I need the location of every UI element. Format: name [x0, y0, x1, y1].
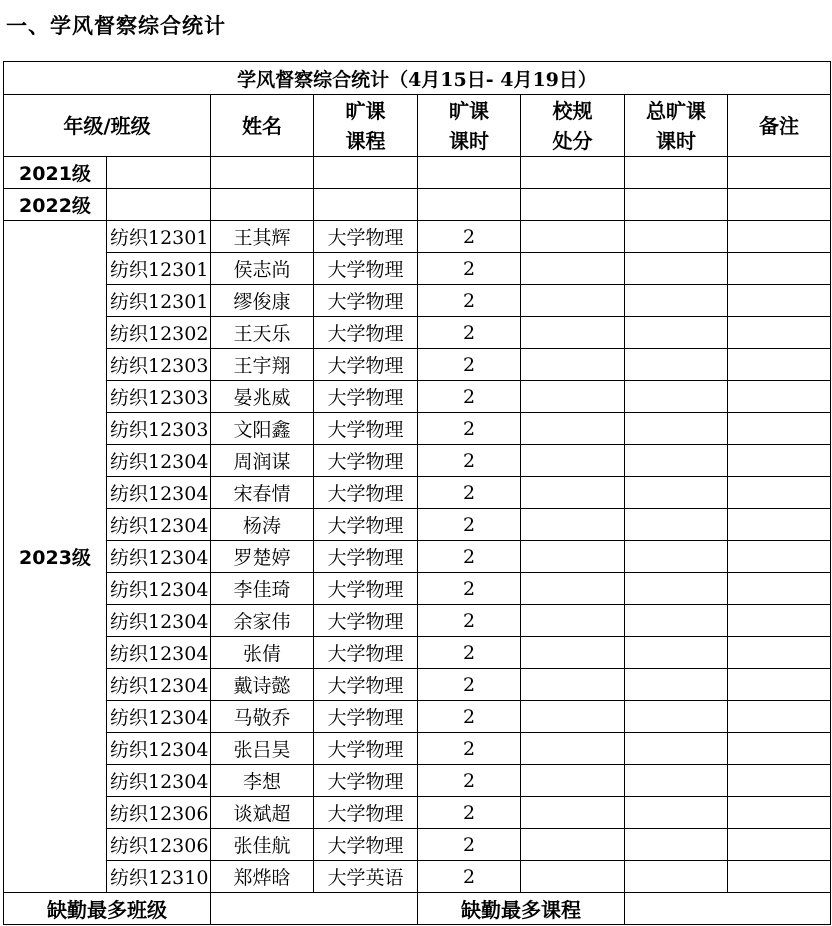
name-cell: 罗楚婷: [211, 541, 314, 573]
total-hours-cell: [625, 445, 728, 477]
punishment-cell: [521, 253, 625, 285]
total-hours-cell: [625, 829, 728, 861]
total-hours-cell: [625, 701, 728, 733]
punishment-cell: [521, 509, 625, 541]
remarks-cell: [728, 637, 831, 669]
punishment-cell: [521, 221, 625, 253]
class-cell: 纺织12304: [107, 733, 211, 765]
class-cell: 纺织12303: [107, 413, 211, 445]
course-cell: 大学物理: [314, 349, 418, 381]
punishment-cell: [521, 573, 625, 605]
punishment-cell: [521, 829, 625, 861]
punishment-cell: [521, 861, 625, 893]
remarks-cell: [728, 477, 831, 509]
name-cell: 缪俊康: [211, 285, 314, 317]
hours-cell: 2: [418, 477, 521, 509]
hours-cell: 2: [418, 733, 521, 765]
hours-cell: 2: [418, 381, 521, 413]
header-school-punishment: 校规 处分: [521, 95, 625, 157]
total-hours-cell: [625, 797, 728, 829]
hours-cell: 2: [418, 701, 521, 733]
empty-cell: [625, 157, 728, 189]
hours-cell: 2: [418, 861, 521, 893]
total-hours-cell: [625, 605, 728, 637]
course-cell: 大学物理: [314, 797, 418, 829]
hours-cell: 2: [418, 765, 521, 797]
course-cell: 大学物理: [314, 637, 418, 669]
hours-cell: 2: [418, 605, 521, 637]
empty-cell: [521, 189, 625, 221]
name-cell: 张吕昊: [211, 733, 314, 765]
class-cell: 纺织12301: [107, 221, 211, 253]
course-cell: 大学物理: [314, 573, 418, 605]
name-cell: 杨涛: [211, 509, 314, 541]
course-cell: 大学英语: [314, 861, 418, 893]
course-cell: 大学物理: [314, 317, 418, 349]
empty-cell: [418, 157, 521, 189]
total-hours-cell: [625, 861, 728, 893]
name-cell: 周润谋: [211, 445, 314, 477]
grade-row-2022: [4, 189, 831, 221]
name-cell: 王天乐: [211, 317, 314, 349]
table-row: [4, 573, 831, 605]
course-cell: 大学物理: [314, 285, 418, 317]
most-absent-class-label: 缺勤最多班级: [4, 893, 211, 925]
punishment-cell: [521, 701, 625, 733]
punishment-cell: [521, 477, 625, 509]
empty-cell: [314, 157, 418, 189]
table-row: [4, 445, 831, 477]
header-absent-course: 旷课 课程: [314, 95, 418, 157]
total-hours-cell: [625, 669, 728, 701]
name-cell: 李佳琦: [211, 573, 314, 605]
course-cell: 大学物理: [314, 221, 418, 253]
punishment-cell: [521, 349, 625, 381]
class-cell: 纺织12304: [107, 541, 211, 573]
punishment-cell: [521, 797, 625, 829]
course-cell: 大学物理: [314, 605, 418, 637]
hours-cell: 2: [418, 413, 521, 445]
name-cell: 宋春情: [211, 477, 314, 509]
grade-row-2021: [4, 157, 831, 189]
class-cell: 纺织12304: [107, 701, 211, 733]
remarks-cell: [728, 733, 831, 765]
class-cell: 纺织12306: [107, 829, 211, 861]
punishment-cell: [521, 541, 625, 573]
course-cell: 大学物理: [314, 253, 418, 285]
header-name: 姓名: [211, 95, 314, 157]
empty-cell: [211, 157, 314, 189]
header-remarks: 备注: [728, 95, 831, 157]
class-cell: 纺织12303: [107, 381, 211, 413]
class-cell: 纺织12303: [107, 349, 211, 381]
table-row: [4, 221, 831, 253]
remarks-cell: [728, 765, 831, 797]
remarks-cell: [728, 573, 831, 605]
total-hours-cell: [625, 349, 728, 381]
hours-cell: 2: [418, 797, 521, 829]
table-row: [4, 637, 831, 669]
punishment-cell: [521, 733, 625, 765]
table-row: [4, 381, 831, 413]
name-cell: 王其辉: [211, 221, 314, 253]
name-cell: 马敬乔: [211, 701, 314, 733]
remarks-cell: [728, 381, 831, 413]
empty-cell: [211, 189, 314, 221]
table-row: [4, 733, 831, 765]
grade-label: 2021级: [4, 157, 107, 189]
name-cell: 文阳鑫: [211, 413, 314, 445]
punishment-cell: [521, 285, 625, 317]
remarks-cell: [728, 285, 831, 317]
hours-cell: 2: [418, 829, 521, 861]
class-cell: 纺织12304: [107, 669, 211, 701]
remarks-cell: [728, 413, 831, 445]
punishment-cell: [521, 765, 625, 797]
remarks-cell: [728, 669, 831, 701]
table-row: [4, 701, 831, 733]
remarks-cell: [728, 349, 831, 381]
hours-cell: 2: [418, 637, 521, 669]
total-hours-cell: [625, 573, 728, 605]
course-cell: 大学物理: [314, 701, 418, 733]
name-cell: 谈斌超: [211, 797, 314, 829]
table-row: [4, 413, 831, 445]
name-cell: 李想: [211, 765, 314, 797]
class-cell: 纺织12310: [107, 861, 211, 893]
remarks-cell: [728, 605, 831, 637]
name-cell: 晏兆威: [211, 381, 314, 413]
table-row: [4, 861, 831, 893]
total-hours-cell: [625, 317, 728, 349]
hours-cell: 2: [418, 669, 521, 701]
hours-cell: 2: [418, 221, 521, 253]
remarks-cell: [728, 221, 831, 253]
hours-cell: 2: [418, 573, 521, 605]
empty-cell: [418, 189, 521, 221]
most-absent-class-value: [211, 893, 418, 925]
empty-cell: [625, 189, 728, 221]
course-cell: 大学物理: [314, 413, 418, 445]
total-hours-cell: [625, 509, 728, 541]
class-cell: 纺织12304: [107, 605, 211, 637]
table-row: [4, 605, 831, 637]
course-cell: 大学物理: [314, 477, 418, 509]
header-grade-class: 年级/班级: [4, 95, 211, 157]
most-absent-course-label: 缺勤最多课程: [418, 893, 625, 925]
table-row: [4, 509, 831, 541]
name-cell: 戴诗懿: [211, 669, 314, 701]
total-hours-cell: [625, 541, 728, 573]
table-row: [4, 669, 831, 701]
total-hours-cell: [625, 285, 728, 317]
punishment-cell: [521, 605, 625, 637]
header-total-absent-hours: 总旷课 课时: [625, 95, 728, 157]
total-hours-cell: [625, 221, 728, 253]
table-row: [4, 317, 831, 349]
name-cell: 郑烨晗: [211, 861, 314, 893]
grade-label-2023: 2023级: [4, 221, 107, 893]
course-cell: 大学物理: [314, 509, 418, 541]
course-cell: 大学物理: [314, 765, 418, 797]
punishment-cell: [521, 413, 625, 445]
remarks-cell: [728, 701, 831, 733]
remarks-cell: [728, 317, 831, 349]
remarks-cell: [728, 829, 831, 861]
total-hours-cell: [625, 253, 728, 285]
remarks-cell: [728, 861, 831, 893]
empty-cell: [728, 157, 831, 189]
table-row: [4, 285, 831, 317]
empty-cell: [314, 189, 418, 221]
remarks-cell: [728, 445, 831, 477]
class-cell: 纺织12304: [107, 765, 211, 797]
class-cell: 纺织12304: [107, 637, 211, 669]
table-row: [4, 253, 831, 285]
remarks-cell: [728, 253, 831, 285]
punishment-cell: [521, 669, 625, 701]
name-cell: 张倩: [211, 637, 314, 669]
grade-label: 2022级: [4, 189, 107, 221]
hours-cell: 2: [418, 509, 521, 541]
section-heading: 一、学风督察综合统计: [6, 14, 226, 38]
name-cell: 王宇翔: [211, 349, 314, 381]
course-cell: 大学物理: [314, 733, 418, 765]
total-hours-cell: [625, 477, 728, 509]
class-cell: 纺织12304: [107, 477, 211, 509]
total-hours-cell: [625, 765, 728, 797]
hours-cell: 2: [418, 317, 521, 349]
name-cell: 余家伟: [211, 605, 314, 637]
hours-cell: 2: [418, 445, 521, 477]
hours-cell: 2: [418, 285, 521, 317]
total-hours-cell: [625, 381, 728, 413]
most-absent-course-value: [625, 893, 831, 925]
course-cell: 大学物理: [314, 669, 418, 701]
class-cell: 纺织12301: [107, 253, 211, 285]
empty-cell: [728, 189, 831, 221]
empty-cell: [107, 189, 211, 221]
table-row: [4, 829, 831, 861]
total-hours-cell: [625, 733, 728, 765]
class-cell: 纺织12306: [107, 797, 211, 829]
table-row: [4, 765, 831, 797]
total-hours-cell: [625, 413, 728, 445]
empty-cell: [521, 157, 625, 189]
remarks-cell: [728, 509, 831, 541]
class-cell: 纺织12301: [107, 285, 211, 317]
table-row: [4, 797, 831, 829]
summary-row: [4, 893, 831, 925]
attendance-table: [3, 61, 831, 925]
name-cell: 张佳航: [211, 829, 314, 861]
table-row: [4, 477, 831, 509]
table-title: 学风督察综合统计（4月15日- 4月19日）: [4, 62, 831, 95]
hours-cell: 2: [418, 253, 521, 285]
remarks-cell: [728, 541, 831, 573]
class-cell: 纺织12302: [107, 317, 211, 349]
header-absent-hours: 旷课 课时: [418, 95, 521, 157]
course-cell: 大学物理: [314, 829, 418, 861]
remarks-cell: [728, 797, 831, 829]
name-cell: 侯志尚: [211, 253, 314, 285]
punishment-cell: [521, 445, 625, 477]
class-cell: 纺织12304: [107, 573, 211, 605]
table-row: [4, 541, 831, 573]
table-row: [4, 349, 831, 381]
class-cell: 纺织12304: [107, 509, 211, 541]
punishment-cell: [521, 637, 625, 669]
course-cell: 大学物理: [314, 445, 418, 477]
hours-cell: 2: [418, 349, 521, 381]
empty-cell: [107, 157, 211, 189]
punishment-cell: [521, 381, 625, 413]
hours-cell: 2: [418, 541, 521, 573]
punishment-cell: [521, 317, 625, 349]
total-hours-cell: [625, 637, 728, 669]
course-cell: 大学物理: [314, 541, 418, 573]
course-cell: 大学物理: [314, 381, 418, 413]
class-cell: 纺织12304: [107, 445, 211, 477]
